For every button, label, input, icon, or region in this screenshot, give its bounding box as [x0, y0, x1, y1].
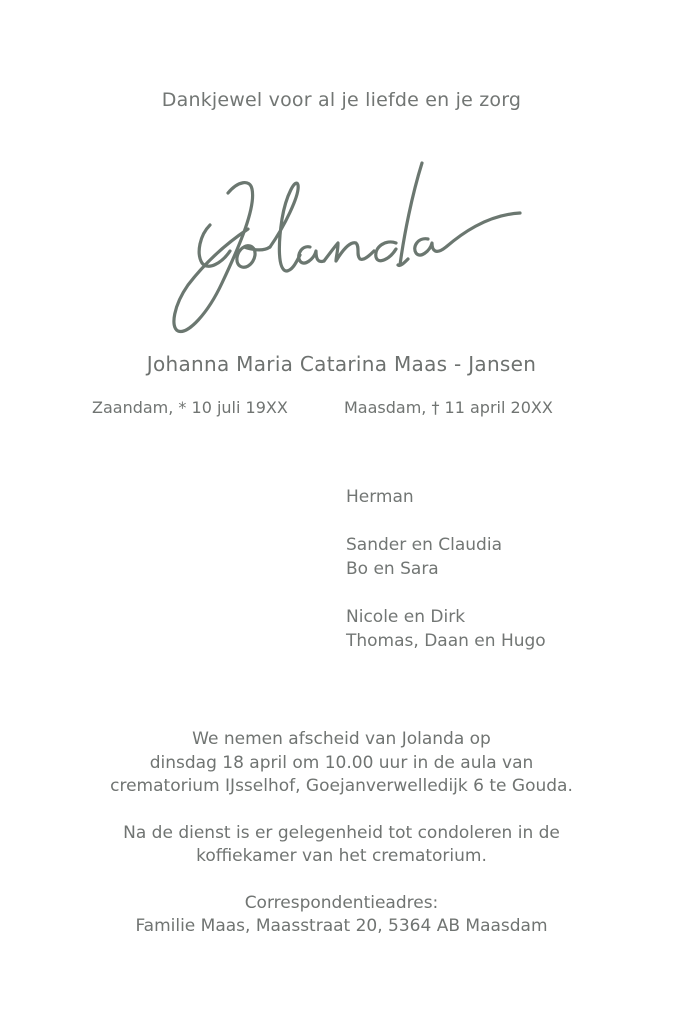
script-name-jolanda	[160, 155, 540, 350]
birth-date: Zaandam, * 10 juli 19XX	[92, 398, 288, 417]
family-list	[346, 485, 546, 677]
family-group	[346, 485, 546, 509]
ceremony-info	[0, 728, 683, 962]
ceremony-line: dinsdag 18 april om 10.00 uur in de aula van	[149, 752, 534, 773]
condolence-paragraph	[0, 822, 683, 869]
family-member: Bo en Sara	[346, 559, 439, 579]
address-label: Correspondentieadres:	[244, 892, 439, 913]
script-name-drawing	[160, 155, 540, 350]
family-member: Nicole en Dirk	[346, 607, 466, 627]
address-paragraph	[0, 892, 683, 939]
condolence-line: koffiekamer van het crematorium.	[196, 846, 487, 866]
family-member: Thomas, Daan en Hugo	[346, 631, 546, 651]
family-member: Sander en Claudia	[346, 535, 502, 555]
ceremony-line: crematorium IJsselhof, Goejanverwelledijk 6 te Gouda.	[110, 776, 573, 796]
address-line: Familie Maas, Maasstraat 20, 5364 AB Maasdam	[135, 916, 548, 936]
ceremony-line: We nemen afscheid van Jolanda op	[192, 729, 491, 749]
family-member: Herman	[346, 487, 414, 507]
family-group	[346, 533, 546, 581]
tagline: Dankjewel voor al je liefde en je zorg	[161, 89, 522, 111]
condolence-line: Na de dienst is er gelegenheid tot condoleren in de	[123, 822, 560, 843]
death-date: Maasdam, † 11 april 20XX	[344, 398, 553, 417]
ceremony-paragraph	[0, 728, 683, 799]
family-group	[346, 605, 546, 653]
full-name: Johanna Maria Catarina Maas - Jansen	[146, 352, 537, 376]
